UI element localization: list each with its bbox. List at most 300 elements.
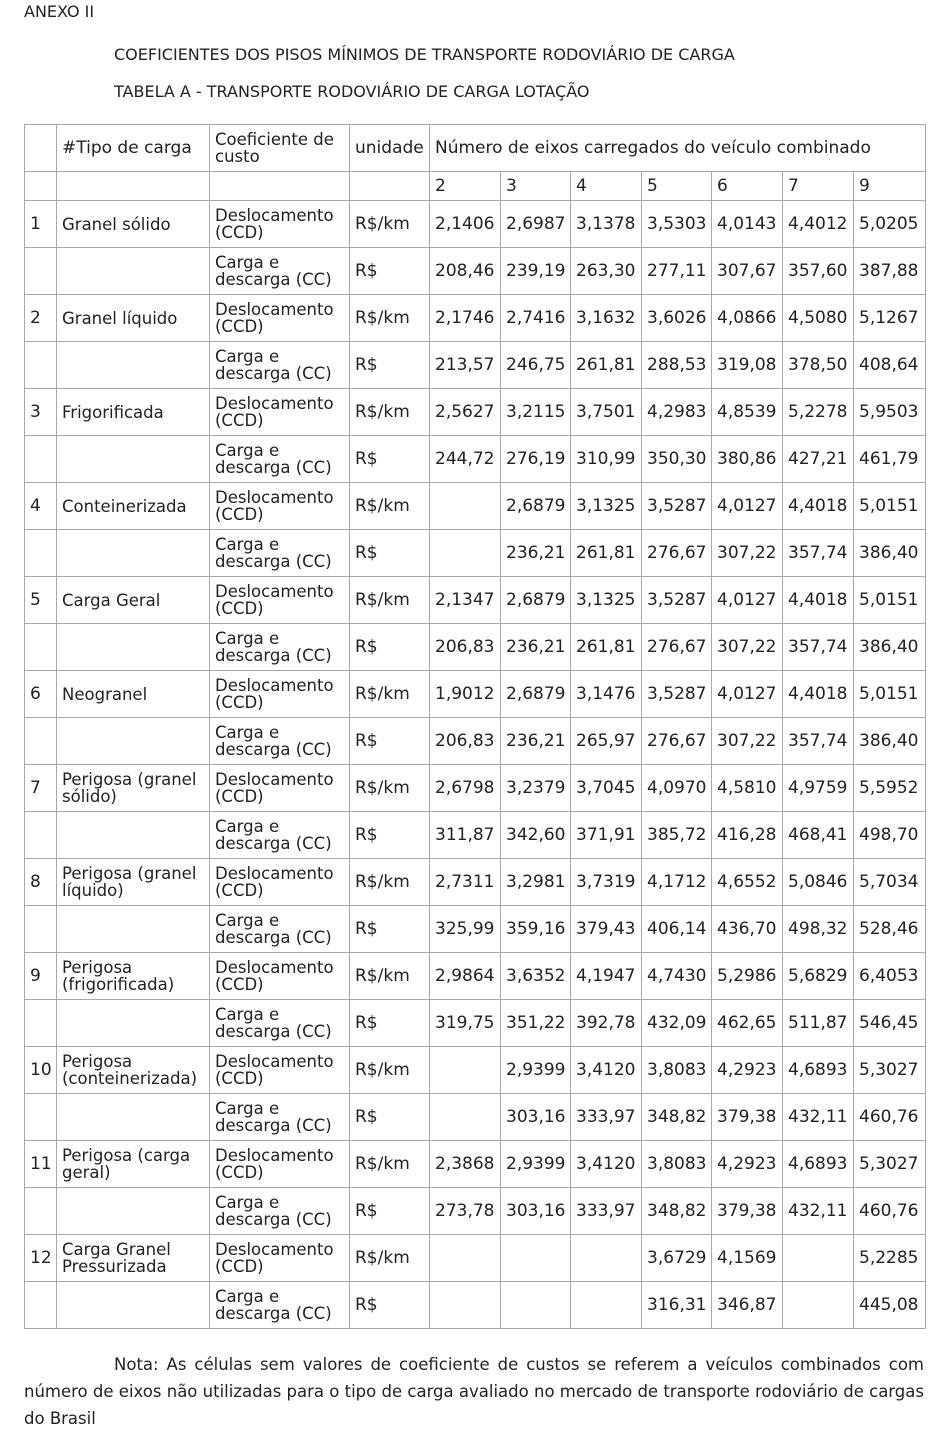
value-cell: 3,1476 <box>571 671 642 718</box>
axle-count-cell: 2 <box>430 172 501 201</box>
cost-coefficient-cell: Deslocamento (CCD) <box>210 389 350 436</box>
value-cell: 307,22 <box>712 718 783 765</box>
unit-cell: R$/km <box>350 1141 430 1188</box>
value-cell: 460,76 <box>854 1094 926 1141</box>
table-row <box>25 1141 926 1188</box>
value-cell: 386,40 <box>854 624 926 671</box>
value-cell: 4,7430 <box>642 953 712 1000</box>
unit-cell: R$/km <box>350 1235 430 1282</box>
value-cell: 4,5810 <box>712 765 783 812</box>
table-row <box>25 671 926 718</box>
value-cell: 5,0151 <box>854 483 926 530</box>
value-cell: 303,16 <box>501 1188 571 1235</box>
cargo-type-cell: Carga Granel Pressurizada <box>57 1235 210 1282</box>
value-cell <box>430 1047 501 1094</box>
value-cell: 350,30 <box>642 436 712 483</box>
annex-label: ANEXO II <box>24 2 95 21</box>
table-row <box>25 342 926 389</box>
table-row <box>25 953 926 1000</box>
value-cell: 3,7045 <box>571 765 642 812</box>
value-cell: 206,83 <box>430 624 501 671</box>
cost-coefficient-cell: Deslocamento (CCD) <box>210 671 350 718</box>
value-cell: 307,22 <box>712 624 783 671</box>
value-cell: 3,1378 <box>571 201 642 248</box>
cargo-type-cell <box>57 1000 210 1047</box>
value-cell: 5,3027 <box>854 1141 926 1188</box>
value-cell: 4,9759 <box>783 765 854 812</box>
value-cell: 379,38 <box>712 1094 783 1141</box>
cargo-type-cell: Perigosa (granel sólido) <box>57 765 210 812</box>
value-cell: 4,4018 <box>783 671 854 718</box>
cost-coefficient-cell: Carga e descarga (CC) <box>210 248 350 295</box>
table-row <box>25 1094 926 1141</box>
cost-coefficient-cell: Carga e descarga (CC) <box>210 1282 350 1329</box>
cargo-type-cell: Granel sólido <box>57 201 210 248</box>
value-cell: 303,16 <box>501 1094 571 1141</box>
value-cell: 416,28 <box>712 812 783 859</box>
cost-coefficient-cell: Deslocamento (CCD) <box>210 201 350 248</box>
value-cell: 236,21 <box>501 624 571 671</box>
value-cell: 348,82 <box>642 1188 712 1235</box>
value-cell <box>571 1235 642 1282</box>
axle-count-cell: 7 <box>783 172 854 201</box>
value-cell: 406,14 <box>642 906 712 953</box>
value-cell: 4,1712 <box>642 859 712 906</box>
cargo-type-cell: Carga Geral <box>57 577 210 624</box>
table-row <box>25 1235 926 1282</box>
value-cell: 276,67 <box>642 530 712 577</box>
document-title: COEFICIENTES DOS PISOS MÍNIMOS DE TRANSPORTE RODOVIÁRIO DE CARGA <box>114 45 735 64</box>
unit-cell: R$/km <box>350 201 430 248</box>
value-cell: 4,0866 <box>712 295 783 342</box>
value-cell: 3,2379 <box>501 765 571 812</box>
cargo-type-cell: Perigosa (conteinerizada) <box>57 1047 210 1094</box>
value-cell: 325,99 <box>430 906 501 953</box>
table-row <box>25 1188 926 1235</box>
unit-cell: R$ <box>350 342 430 389</box>
unit-cell: R$ <box>350 1094 430 1141</box>
value-cell: 432,09 <box>642 1000 712 1047</box>
value-cell: 357,74 <box>783 530 854 577</box>
cargo-type-cell <box>57 1282 210 1329</box>
value-cell: 445,08 <box>854 1282 926 1329</box>
value-cell: 2,9399 <box>501 1047 571 1094</box>
value-cell: 357,74 <box>783 624 854 671</box>
cost-coefficient-cell: Deslocamento (CCD) <box>210 577 350 624</box>
unit-cell: R$/km <box>350 859 430 906</box>
axles-header-blank <box>350 172 430 201</box>
unit-cell: R$/km <box>350 765 430 812</box>
cost-coefficient-cell: Deslocamento (CCD) <box>210 765 350 812</box>
unit-cell: R$ <box>350 906 430 953</box>
value-cell: 3,4120 <box>571 1047 642 1094</box>
value-cell: 4,2923 <box>712 1047 783 1094</box>
value-cell: 3,7501 <box>571 389 642 436</box>
value-cell: 276,67 <box>642 718 712 765</box>
value-cell: 265,97 <box>571 718 642 765</box>
table-note: Nota: As células sem valores de coeficiente de custos se referem a veículos combinados com número de eixos não utilizadas para o tipo de carga avaliado no mercado de transporte rodoviário de cargas do Brasil <box>24 1355 924 1428</box>
value-cell: 307,22 <box>712 530 783 577</box>
axles-header-blank <box>25 172 57 201</box>
value-cell: 498,70 <box>854 812 926 859</box>
row-index-cell <box>25 1094 57 1141</box>
value-cell: 379,43 <box>571 906 642 953</box>
value-cell: 3,5287 <box>642 577 712 624</box>
unit-cell: R$ <box>350 248 430 295</box>
table-row <box>25 1282 926 1329</box>
value-cell: 351,22 <box>501 1000 571 1047</box>
value-cell: 528,46 <box>854 906 926 953</box>
table-row <box>25 1000 926 1047</box>
value-cell: 511,87 <box>783 1000 854 1047</box>
value-cell <box>430 1094 501 1141</box>
row-index-cell: 12 <box>25 1235 57 1282</box>
table-row <box>25 624 926 671</box>
cargo-type-cell <box>57 1188 210 1235</box>
value-cell: 261,81 <box>571 342 642 389</box>
header-type-cell: #Tipo de carga <box>57 125 210 172</box>
value-cell <box>430 483 501 530</box>
cost-coefficient-cell: Deslocamento (CCD) <box>210 295 350 342</box>
value-cell: 386,40 <box>854 530 926 577</box>
table-row <box>25 812 926 859</box>
row-index-cell <box>25 1000 57 1047</box>
value-cell: 5,3027 <box>854 1047 926 1094</box>
value-cell: 2,7311 <box>430 859 501 906</box>
value-cell: 5,5952 <box>854 765 926 812</box>
value-cell: 2,9864 <box>430 953 501 1000</box>
header-unit-cell: unidade <box>350 125 430 172</box>
value-cell: 4,4018 <box>783 577 854 624</box>
value-cell: 2,6879 <box>501 483 571 530</box>
value-cell: 378,50 <box>783 342 854 389</box>
table-row <box>25 483 926 530</box>
cargo-type-cell <box>57 436 210 483</box>
table-row <box>25 577 926 624</box>
value-cell: 5,0846 <box>783 859 854 906</box>
unit-cell: R$ <box>350 718 430 765</box>
cargo-type-cell <box>57 342 210 389</box>
cost-coefficient-cell: Deslocamento (CCD) <box>210 1047 350 1094</box>
value-cell: 236,21 <box>501 530 571 577</box>
unit-cell: R$ <box>350 812 430 859</box>
value-cell <box>783 1282 854 1329</box>
unit-cell: R$/km <box>350 483 430 530</box>
cargo-type-cell <box>57 718 210 765</box>
table-row <box>25 718 926 765</box>
value-cell: 288,53 <box>642 342 712 389</box>
value-cell: 307,67 <box>712 248 783 295</box>
cargo-type-cell <box>57 624 210 671</box>
table-title: TABELA A - TRANSPORTE RODOVIÁRIO DE CARGA LOTAÇÃO <box>114 82 590 101</box>
value-cell: 5,0151 <box>854 577 926 624</box>
row-index-cell: 9 <box>25 953 57 1000</box>
value-cell: 546,45 <box>854 1000 926 1047</box>
value-cell: 4,2983 <box>642 389 712 436</box>
axle-count-cell: 5 <box>642 172 712 201</box>
cargo-type-cell: Conteinerizada <box>57 483 210 530</box>
table-row <box>25 530 926 577</box>
value-cell: 3,6729 <box>642 1235 712 1282</box>
value-cell: 2,7416 <box>501 295 571 342</box>
value-cell: 2,6798 <box>430 765 501 812</box>
value-cell: 236,21 <box>501 718 571 765</box>
table-row <box>25 906 926 953</box>
value-cell: 2,1406 <box>430 201 501 248</box>
value-cell: 3,2115 <box>501 389 571 436</box>
value-cell: 244,72 <box>430 436 501 483</box>
value-cell: 4,1569 <box>712 1235 783 1282</box>
row-index-cell <box>25 436 57 483</box>
cargo-type-cell: Perigosa (carga geral) <box>57 1141 210 1188</box>
value-cell: 4,6552 <box>712 859 783 906</box>
value-cell: 3,6026 <box>642 295 712 342</box>
cargo-type-cell: Perigosa (granel líquido) <box>57 859 210 906</box>
unit-cell: R$ <box>350 1000 430 1047</box>
value-cell: 357,74 <box>783 718 854 765</box>
value-cell: 432,11 <box>783 1188 854 1235</box>
axles-header-row <box>25 172 926 201</box>
value-cell: 273,78 <box>430 1188 501 1235</box>
table-row <box>25 1047 926 1094</box>
value-cell: 261,81 <box>571 530 642 577</box>
value-cell: 4,5080 <box>783 295 854 342</box>
value-cell: 460,76 <box>854 1188 926 1235</box>
row-index-cell <box>25 1282 57 1329</box>
axles-header-blank <box>210 172 350 201</box>
value-cell: 2,6879 <box>501 577 571 624</box>
cost-coefficient-cell: Carga e descarga (CC) <box>210 1094 350 1141</box>
value-cell: 385,72 <box>642 812 712 859</box>
unit-cell: R$/km <box>350 953 430 1000</box>
value-cell <box>501 1282 571 1329</box>
value-cell: 2,6987 <box>501 201 571 248</box>
row-index-cell: 6 <box>25 671 57 718</box>
row-index-cell <box>25 248 57 295</box>
value-cell: 4,2923 <box>712 1141 783 1188</box>
axle-count-cell: 6 <box>712 172 783 201</box>
value-cell <box>501 1235 571 1282</box>
axle-count-cell: 4 <box>571 172 642 201</box>
value-cell: 3,6352 <box>501 953 571 1000</box>
row-index-cell <box>25 624 57 671</box>
value-cell: 319,75 <box>430 1000 501 1047</box>
value-cell: 4,8539 <box>712 389 783 436</box>
value-cell: 371,91 <box>571 812 642 859</box>
value-cell: 342,60 <box>501 812 571 859</box>
row-index-cell <box>25 812 57 859</box>
cost-coefficient-cell: Deslocamento (CCD) <box>210 1141 350 1188</box>
value-cell: 3,5303 <box>642 201 712 248</box>
value-cell: 498,32 <box>783 906 854 953</box>
value-cell: 3,5287 <box>642 483 712 530</box>
value-cell: 3,4120 <box>571 1141 642 1188</box>
cargo-type-cell <box>57 530 210 577</box>
cargo-type-cell <box>57 906 210 953</box>
value-cell: 3,5287 <box>642 671 712 718</box>
value-cell: 3,8083 <box>642 1047 712 1094</box>
value-cell: 427,21 <box>783 436 854 483</box>
header-axles-cell: Número de eixos carregados do veículo combinado <box>430 125 926 172</box>
axles-header-blank <box>57 172 210 201</box>
value-cell: 379,38 <box>712 1188 783 1235</box>
value-cell: 3,1325 <box>571 483 642 530</box>
value-cell <box>430 1235 501 1282</box>
value-cell: 277,11 <box>642 248 712 295</box>
axle-count-cell: 9 <box>854 172 926 201</box>
value-cell: 386,40 <box>854 718 926 765</box>
row-index-cell <box>25 342 57 389</box>
value-cell: 2,1347 <box>430 577 501 624</box>
value-cell: 4,4018 <box>783 483 854 530</box>
value-cell: 5,7034 <box>854 859 926 906</box>
value-cell: 348,82 <box>642 1094 712 1141</box>
unit-cell: R$ <box>350 436 430 483</box>
table-row <box>25 248 926 295</box>
row-index-cell <box>25 906 57 953</box>
unit-cell: R$ <box>350 1282 430 1329</box>
row-index-cell: 1 <box>25 201 57 248</box>
value-cell: 2,9399 <box>501 1141 571 1188</box>
row-index-cell: 2 <box>25 295 57 342</box>
row-index-cell <box>25 1188 57 1235</box>
value-cell: 239,19 <box>501 248 571 295</box>
value-cell: 2,3868 <box>430 1141 501 1188</box>
value-cell: 310,99 <box>571 436 642 483</box>
cargo-type-cell <box>57 812 210 859</box>
value-cell: 3,2981 <box>501 859 571 906</box>
cost-coefficient-cell: Deslocamento (CCD) <box>210 483 350 530</box>
value-cell: 5,2986 <box>712 953 783 1000</box>
value-cell: 246,75 <box>501 342 571 389</box>
value-cell: 5,6829 <box>783 953 854 1000</box>
value-cell: 5,9503 <box>854 389 926 436</box>
unit-cell: R$ <box>350 530 430 577</box>
value-cell: 333,97 <box>571 1094 642 1141</box>
coefficients-table <box>24 124 926 1329</box>
header-index-cell <box>25 125 57 172</box>
unit-cell: R$/km <box>350 1047 430 1094</box>
value-cell <box>430 530 501 577</box>
cost-coefficient-cell: Carga e descarga (CC) <box>210 812 350 859</box>
value-cell: 408,64 <box>854 342 926 389</box>
value-cell: 263,30 <box>571 248 642 295</box>
axle-count-cell: 3 <box>501 172 571 201</box>
value-cell: 4,1947 <box>571 953 642 1000</box>
row-index-cell: 3 <box>25 389 57 436</box>
unit-cell: R$/km <box>350 389 430 436</box>
value-cell: 3,8083 <box>642 1141 712 1188</box>
cost-coefficient-cell: Deslocamento (CCD) <box>210 953 350 1000</box>
unit-cell: R$/km <box>350 671 430 718</box>
row-index-cell: 4 <box>25 483 57 530</box>
value-cell: 5,2278 <box>783 389 854 436</box>
cargo-type-cell: Perigosa (frigorificada) <box>57 953 210 1000</box>
row-index-cell: 7 <box>25 765 57 812</box>
header-coef-cell: Coeficiente de custo <box>210 125 350 172</box>
cost-coefficient-cell: Deslocamento (CCD) <box>210 1235 350 1282</box>
cargo-type-cell: Granel líquido <box>57 295 210 342</box>
cargo-type-cell <box>57 1094 210 1141</box>
value-cell: 6,4053 <box>854 953 926 1000</box>
value-cell: 1,9012 <box>430 671 501 718</box>
unit-cell: R$ <box>350 1188 430 1235</box>
cargo-type-cell: Frigorificada <box>57 389 210 436</box>
value-cell: 208,46 <box>430 248 501 295</box>
value-cell: 4,6893 <box>783 1047 854 1094</box>
table-row <box>25 389 926 436</box>
value-cell: 319,08 <box>712 342 783 389</box>
value-cell: 4,0970 <box>642 765 712 812</box>
value-cell: 5,1267 <box>854 295 926 342</box>
value-cell: 359,16 <box>501 906 571 953</box>
value-cell: 4,0127 <box>712 577 783 624</box>
table-row <box>25 436 926 483</box>
cost-coefficient-cell: Carga e descarga (CC) <box>210 718 350 765</box>
value-cell: 213,57 <box>430 342 501 389</box>
value-cell: 206,83 <box>430 718 501 765</box>
table-row <box>25 201 926 248</box>
value-cell: 461,79 <box>854 436 926 483</box>
row-index-cell <box>25 718 57 765</box>
cost-coefficient-cell: Carga e descarga (CC) <box>210 1188 350 1235</box>
value-cell: 4,0143 <box>712 201 783 248</box>
value-cell: 432,11 <box>783 1094 854 1141</box>
value-cell: 311,87 <box>430 812 501 859</box>
table-row <box>25 859 926 906</box>
value-cell: 346,87 <box>712 1282 783 1329</box>
value-cell: 316,31 <box>642 1282 712 1329</box>
cost-coefficient-cell: Carga e descarga (CC) <box>210 436 350 483</box>
value-cell: 2,6879 <box>501 671 571 718</box>
cost-coefficient-cell: Deslocamento (CCD) <box>210 859 350 906</box>
value-cell: 4,4012 <box>783 201 854 248</box>
value-cell: 4,0127 <box>712 671 783 718</box>
value-cell: 276,19 <box>501 436 571 483</box>
row-index-cell <box>25 530 57 577</box>
row-index-cell: 10 <box>25 1047 57 1094</box>
value-cell <box>571 1282 642 1329</box>
table-row <box>25 765 926 812</box>
row-index-cell: 5 <box>25 577 57 624</box>
value-cell: 5,2285 <box>854 1235 926 1282</box>
value-cell: 357,60 <box>783 248 854 295</box>
table-row <box>25 295 926 342</box>
value-cell: 468,41 <box>783 812 854 859</box>
value-cell: 387,88 <box>854 248 926 295</box>
value-cell: 4,0127 <box>712 483 783 530</box>
value-cell: 4,6893 <box>783 1141 854 1188</box>
cost-coefficient-cell: Carga e descarga (CC) <box>210 624 350 671</box>
value-cell: 2,1746 <box>430 295 501 342</box>
value-cell: 2,5627 <box>430 389 501 436</box>
row-index-cell: 8 <box>25 859 57 906</box>
cost-coefficient-cell: Carga e descarga (CC) <box>210 906 350 953</box>
value-cell: 3,1325 <box>571 577 642 624</box>
cost-coefficient-cell: Carga e descarga (CC) <box>210 342 350 389</box>
value-cell: 5,0205 <box>854 201 926 248</box>
header-row <box>25 125 926 172</box>
unit-cell: R$ <box>350 624 430 671</box>
unit-cell: R$/km <box>350 577 430 624</box>
cost-coefficient-cell: Carga e descarga (CC) <box>210 530 350 577</box>
value-cell <box>783 1235 854 1282</box>
value-cell: 462,65 <box>712 1000 783 1047</box>
unit-cell: R$/km <box>350 295 430 342</box>
value-cell: 3,7319 <box>571 859 642 906</box>
value-cell <box>430 1282 501 1329</box>
cost-coefficient-cell: Carga e descarga (CC) <box>210 1000 350 1047</box>
